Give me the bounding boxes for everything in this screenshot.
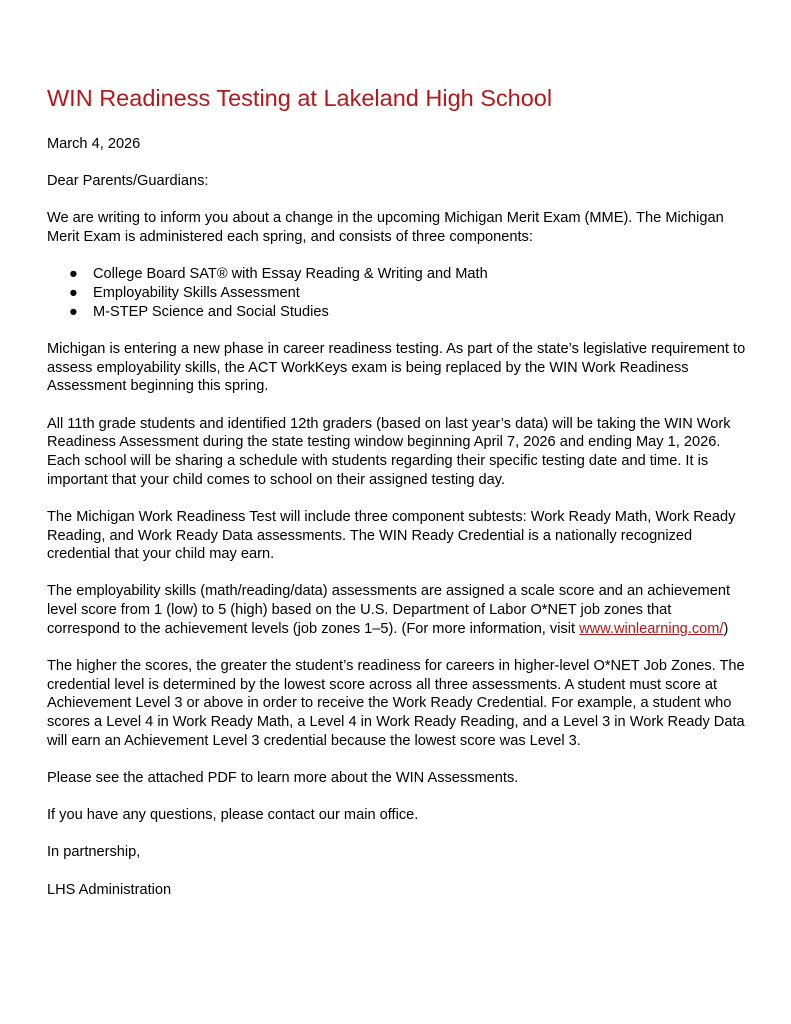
signature: LHS Administration <box>47 881 172 898</box>
winlearning-link[interactable]: www.winlearning.com/ <box>579 620 724 637</box>
phase-paragraph: Michigan is entering a new phase in career readiness testing. As part of the state’s legislative requirement to assess employability skills, the ACT WorkKeys exam is being replaced by the WIN Work Readiness Assessment beginning this spring. <box>47 340 746 395</box>
list-item-text: Employability Skills Assessment <box>93 285 300 302</box>
list-item-text: College Board SAT® with Essay Reading & Writing and Math <box>93 266 488 283</box>
credential-paragraph: The higher the scores, the greater the student’s readiness for careers in higher-level O*NET Job Zones. The credential level is determined by the lowest score across all three assessments. A student must score at Achievement Level 3 or above in order to receive the Work Ready Credential. For example, a student who scores a Level 4 in Work Ready Math, a Level 4 in Work Ready Reading, and a Level 3 in Work Ready Data will earn an Achievement Level 3 credential because the lowest score was Level 3. <box>47 658 745 749</box>
page-title: WIN Readiness Testing at Lakeland High School <box>47 85 553 111</box>
questions-paragraph: If you have any questions, please contact our main office. <box>47 807 419 824</box>
list-item <box>47 265 747 284</box>
salutation: Dear Parents/Guardians: <box>47 173 209 190</box>
testing-window-paragraph: All 11th grade students and identified 12th graders (based on last year’s data) will be taking the WIN Work Readiness Assessment during the state testing window beginning April 7, 2026 and ending May 1, 2026. Each school will be sharing a schedule with students regarding their specific testing date and time. It is important that your child comes to school on their assigned testing day. <box>47 415 731 488</box>
list-item <box>47 303 747 322</box>
scores-text-end: ) <box>723 620 729 637</box>
pdf-paragraph: Please see the attached PDF to learn more about the WIN Assessments. <box>47 770 519 787</box>
components-list <box>47 265 747 321</box>
bullet-icon: ● <box>69 303 78 320</box>
scores-paragraph <box>47 582 747 638</box>
list-item <box>47 284 747 303</box>
letter-page <box>47 84 747 918</box>
bullet-icon: ● <box>69 285 78 302</box>
intro-paragraph: We are writing to inform you about a change in the upcoming Michigan Merit Exam (MME). The Michigan Merit Exam is administered each spring, and consists of three components: <box>47 210 724 246</box>
scores-text: The employability skills (math/reading/data) assessments are assigned a scale score and an achievement level score from 1 (low) to 5 (high) based on the U.S. Department of Labor O*NET job zones that correspond to the achievement levels (job zones 1–5). (For more information, visit <box>47 583 731 637</box>
subtests-paragraph: The Michigan Work Readiness Test will include three component subtests: Work Ready Math, Work Ready Reading, and Work Ready Data assessments. The WIN Ready Credential is a nationally recognized credential that your child may earn. <box>47 508 736 563</box>
bullet-icon: ● <box>69 266 78 283</box>
letter-date: March 4, 2026 <box>47 136 141 152</box>
closing: In partnership, <box>47 844 141 861</box>
list-item-text: M-STEP Science and Social Studies <box>93 303 329 320</box>
